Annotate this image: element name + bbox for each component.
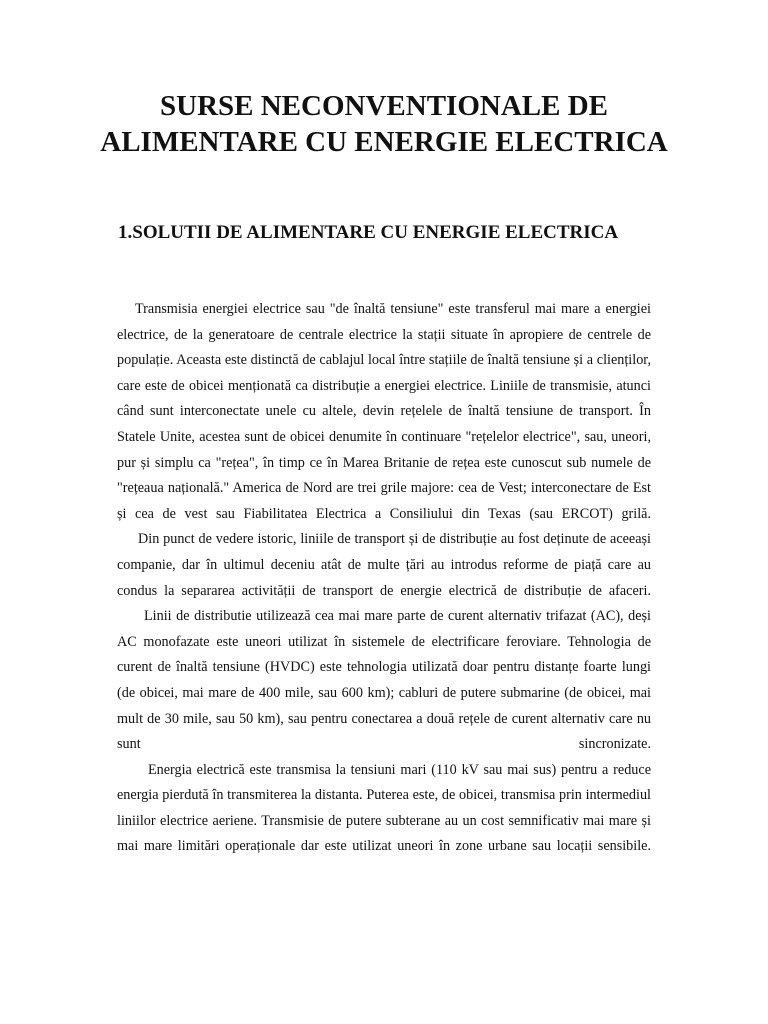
document-body xyxy=(117,297,651,860)
document-title-line: ALIMENTARE CU ENERGIE ELECTRICA xyxy=(100,126,668,158)
document-title-line: SURSE NECONVENTIONALE DE xyxy=(160,90,608,122)
document-title xyxy=(0,88,768,160)
paragraph-distribution: Linii de distributie utilizează cea mai mare parte de curent alternativ trifazat (AC), deși AC monofazate este uneori utilizat în sistemele de electrificare feroviare. Tehnologia de curent de înaltă tensiune (HVDC) este tehnologia utilizată doar pentru distanțe foarte lungi (de obicei, mai mare de 400 mile, sau 600 km); cabluri de putere submarine (de obicei, mai mult de 30 mile, sau 50 km), sau pentru conectarea a două rețele de curent alternativ care nu sunt sincronizate. xyxy=(117,608,651,753)
section-heading: 1.SOLUTII DE ALIMENTARE CU ENERGIE ELECTRICA xyxy=(118,222,619,243)
paragraph-energy: Energia electrică este transmisa la tensiuni mari (110 kV sau mai sus) pentru a reduce energia pierdută în transmiterea la distanta. Puterea este, de obicei, transmisa prin intermediul liniilor electrice aeriene. Transmisie de putere subterane au un cost semnificativ mai mare și mai mare limitări operaționale dar este utilizat uneori în zone urbane sau locații sensibile. xyxy=(117,761,651,855)
paragraph-history: Din punct de vedere istoric, liniile de transport și de distribuție au fost deținute de aceeași companie, dar în ultimul deceniu atât de multe țări au introdus reforme de piață care au condus la separarea activității de transport de energie electrică de distribuție de afaceri. xyxy=(117,531,651,599)
paragraph-transmission: Transmisia energiei electrice sau "de înaltă tensiune" este transferul mai mare a energiei electrice, de la generatoare de centrale electrice la stații situate în apropiere de centrele de populație. Aceasta este distinctă de cablajul local între stațiile de înaltă tensiune și a clienților, care este de obicei menționată ca distribuție a energiei electrice. Liniile de transmisie, atunci când sunt interconectate unele cu altele, devin rețelele de înaltă tensiune de transport. În Statele Unite, acestea sunt de obicei denumite în continuare "rețelelor electrice", sau, uneori, pur și simplu ca "rețea", în timp ce în Marea Britanie de rețea este cunoscut sub numele de "rețeaua națională." America de Nord are trei grile majore: cea de Vest; interconectare de Est și cea de vest sau Fiabilitatea Electrica a Consiliului din Texas (sau ERCOT) grilă. xyxy=(117,301,651,522)
